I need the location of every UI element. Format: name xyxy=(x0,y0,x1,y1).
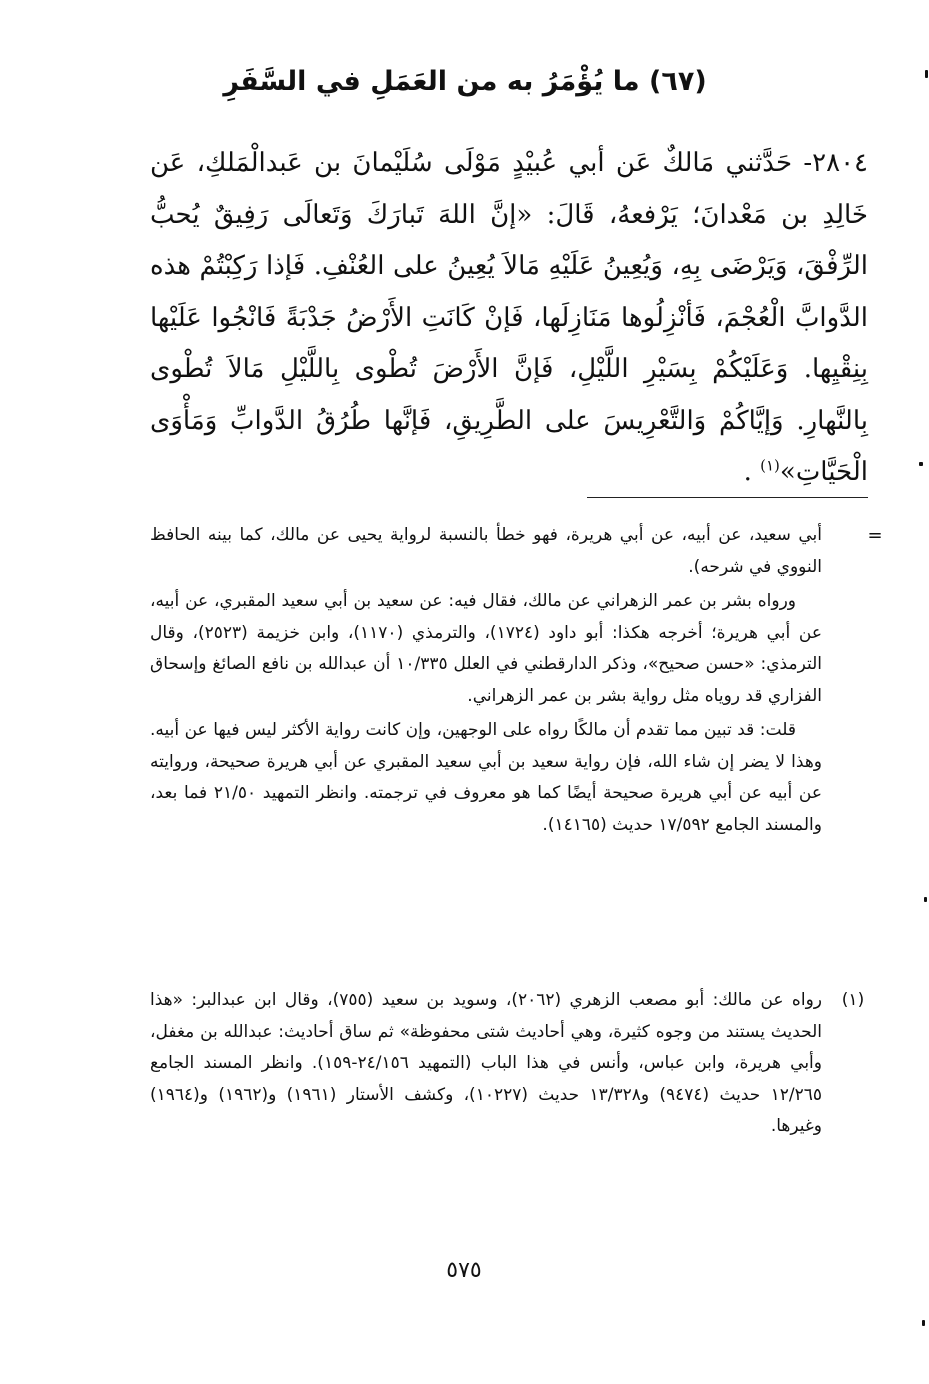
page-number: ٥٧٥ xyxy=(446,1258,482,1283)
footnote-1 xyxy=(150,985,822,1143)
hadith-text: ٢٨٠٤- حَدَّثني مَالكٌ عَن أبي عُبيْدٍ مَوْلَى سُلَيْمانَ بن عَبدالْمَلكِ، عَن خَالِدِ بن مَعْدانَ؛ يَرْفعهُ، قَالَ: «إنَّ اللهَ تَبارَكَ وَتَعالَى رَفِيقٌ يُحبُّ الرِّفْقَ، وَيَرْضَى بِهِ، وَيُعِينُ عَلَيْهِ مَالاَ يُعِينُ على العُنْفِ. فَإذا رَكِبْتُمْ هذه الدَّوابَّ الْعُجْمَ، فَأنْزِلُوها مَنَازِلَها، فَإنْ كَانَتِ الأَرْضُ جَدْبَةً فَانْجُوا عَلَيْها بِنِقْيِها. وَعَلَيْكُمْ بِسَيْرِ اللَّيْلِ، فَإنَّ الأَرْضَ تُطْوى بِاللَّيْلِ مَالاَ تُطْوى بِالنَّهارِ. وَإيَّاكُمْ وَالتَّعْرِيسَ على الطَّرِيقِ، فَإنَّها طُرُقُ الدَّوابِّ وَمَأْوَى الْحَيَّاتِ» xyxy=(150,148,868,487)
margin-speck xyxy=(922,1320,925,1326)
hadith-end: . xyxy=(743,457,761,487)
footnote-paragraph: ورواه بشر بن عمر الزهراني عن مالك، فقال فيه: عن سعيد بن أبي سعيد المقبري، عن أبيه، عن أبي هريرة؛ أخرجه هكذا: أبو داود (١٧٢٤)، والترمذي (١١٧٠)، وابن خزيمة (٢٥٢٣)، وقال الترمذي: «حسن صحيح»، وذكر الدارقطني في العلل ١٠/٣٣٥ أن عبدالله بن نافع الصائغ وإسحاق الفزاري قد روياه مثل رواية بشر بن عمر الزهراني. xyxy=(150,591,822,706)
footnote-1-text: رواه عن مالك: أبو مصعب الزهري (٢٠٦٢)، وسويد بن سعيد (٧٥٥)، وقال ابن عبدالبر: «هذا الحديث يستند من وجوه كثيرة، وهي أحاديث شتى محفوظة» ثم ساق أحاديث: عبدالله بن مغفل، وأبي هريرة، وابن عباس، وأنس في هذا الباب (التمهيد ٢٤/١٥٦-١٥٩). وانظر المسند الجامع ١٢/٢٦٥ حديث (٩٤٧٤) و١٣/٣٢٨ حديث (١٠٢٢٧)، وكشف الأستار (١٩٦١) و(١٩٦٢) و(١٩٦٤) وغيرها. xyxy=(150,990,823,1136)
footnote-paragraph: قلت: قد تبين مما تقدم أن مالكًا رواه على الوجهين، وإن كانت رواية الأكثر ليس فيها عن أبيه. وهذا لا يضر إن شاء الله، فإن رواية سعيد بن أبي سعيد المقبري عن أبي هريرة صحيحة، وروايته عن أبيه عن أبي هريرة صحيحة أيضًا كما هو معروف في ترجمته. وانظر التمهيد ٢١/٥٠ فما بعد، والمسند الجامع ١٧/٥٩٢ حديث (١٤١٦٥). xyxy=(150,720,822,835)
continued-footnote xyxy=(150,520,822,841)
margin-speck xyxy=(925,70,928,78)
footnote-reference: (١) xyxy=(760,456,780,475)
footnote-separator xyxy=(587,497,868,498)
footnote-number: (١) xyxy=(841,990,865,1010)
margin-speck xyxy=(924,897,927,902)
footnote-paragraph: أبي سعيد، عن أبيه، عن أبي هريرة، فهو خطأ بالنسبة لرواية يحيى عن مالك، كما بينه الحافظ النووي في شرحه). xyxy=(150,525,822,577)
hadith-text-block xyxy=(150,138,868,499)
continuation-marker: = xyxy=(867,525,883,546)
margin-speck xyxy=(919,462,923,466)
chapter-heading: (٦٧) ما يُؤْمَرُ به من العَمَلِ في السَّفَرِ xyxy=(223,66,707,97)
